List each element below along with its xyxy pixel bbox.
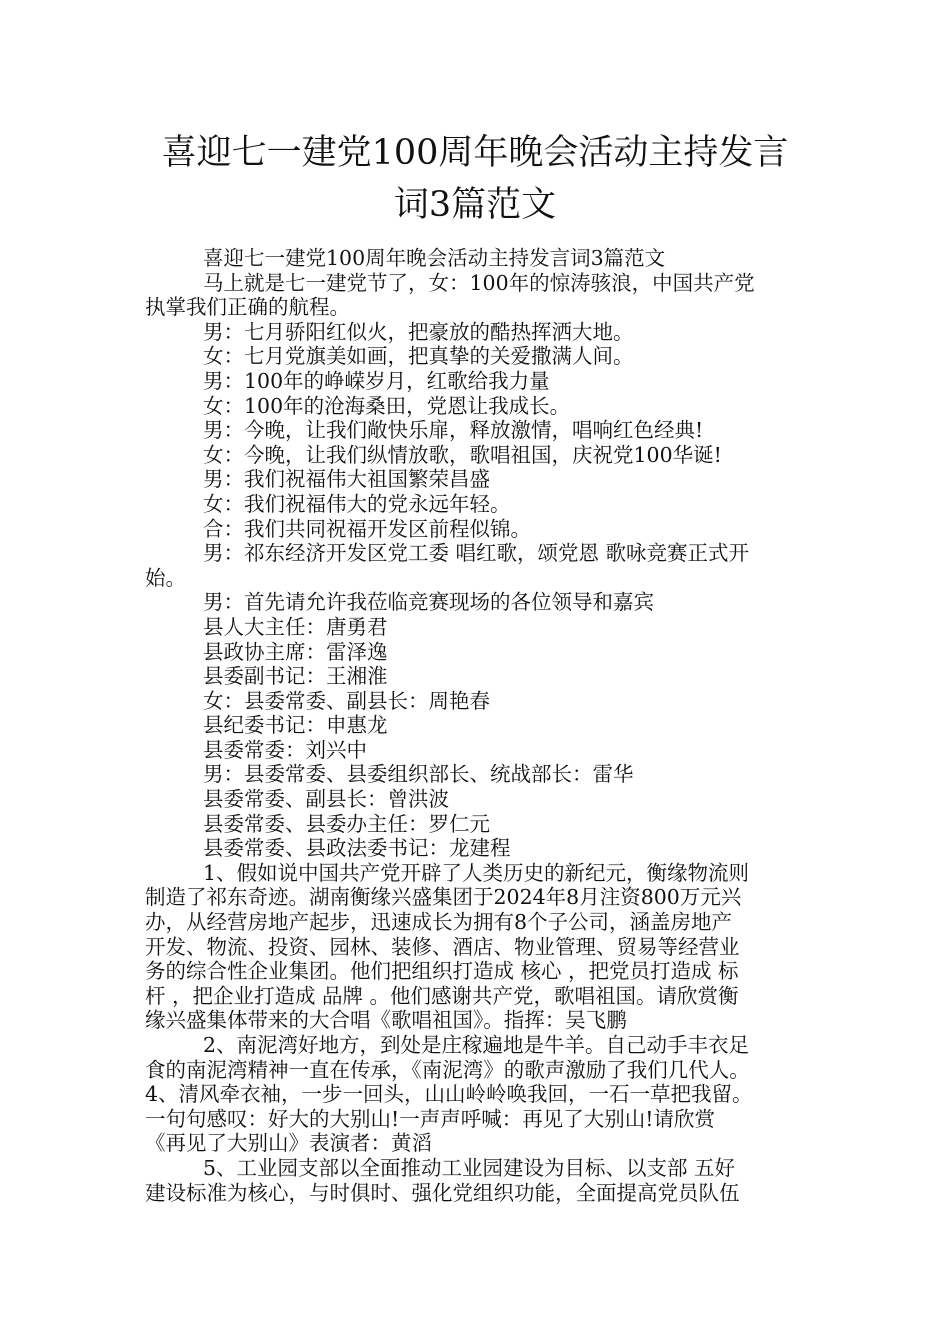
paragraph-line: 男：今晚，让我们敞快乐扉，释放激情，唱响红色经典! — [203, 418, 704, 443]
paragraph-line: 县委常委、副县长：曾洪波 — [203, 787, 449, 812]
document-title-line-1: 喜迎七一建党100周年晚会活动主持发言 — [161, 133, 789, 173]
paragraph-line: 杆 ，把企业打造成 品牌 。他们感谢共产党，歌唱祖国。请欣赏衡 — [145, 983, 739, 1008]
paragraph-line: 县政协主席：雷泽逸 — [203, 639, 388, 664]
paragraph-line: 始。 — [145, 565, 186, 590]
paragraph-line: 1、假如说中国共产党开辟了人类历史的新纪元，衡缘物流则 — [203, 860, 750, 885]
paragraph-line: 食的南泥湾精神一直在传承，《南泥湾》的歌声激励了我们几代人。 — [145, 1057, 750, 1082]
paragraph-line: 合：我们共同祝福开发区前程似锦。 — [203, 516, 531, 541]
paragraph-line: 开发、物流、投资、园林、装修、酒店、物业管理、贸易等经营业 — [145, 934, 740, 959]
paragraph-line: 马上就是七一建党节了，女：100年的惊涛骇浪，中国共产党 — [203, 270, 755, 295]
paragraph-line: 一句句感叹：好大的大别山!一声声呼喊：再见了大别山!请欣赏 — [145, 1106, 715, 1131]
paragraph-line: 喜迎七一建党100周年晚会活动主持发言词3篇范文 — [203, 246, 666, 270]
paragraph-line: 执掌我们正确的航程。 — [145, 295, 350, 320]
paragraph-line: 2、南泥湾好地方，到处是庄稼遍地是牛羊。自己动手丰衣足 — [203, 1033, 750, 1057]
paragraph-line: 县委常委：刘兴中 — [203, 737, 367, 762]
paragraph-line: 县委副书记：王湘淮 — [203, 664, 388, 689]
paragraph-line: 男：祁东经济开发区党工委 唱红歌，颂党恩 歌咏竞赛正式开 — [203, 541, 750, 566]
paragraph-line: 县人大主任：唐勇君 — [203, 614, 388, 639]
paragraph-line: 女：县委常委、副县长：周艳春 — [203, 688, 490, 713]
paragraph-line: 务的综合性企业集团。他们把组织打造成 核心 ，把党员打造成 标 — [145, 959, 739, 984]
paragraph-line: 5、工业园支部以全面推动工业园建设为目标、以支部 五好 — [203, 1155, 736, 1180]
document-title-line-2: 词3篇范文 — [393, 185, 557, 225]
paragraph-line: 男：七月骄阳红似火，把豪放的酷热挥洒大地。 — [203, 319, 634, 344]
paragraph-line: 建设标准为核心，与时俱时、强化党组织功能，全面提高党员队伍 — [145, 1180, 740, 1205]
paragraph-line: 《再见了大别山》表演者：黄滔 — [145, 1131, 432, 1156]
paragraph-line: 县委常委、县委办主任：罗仁元 — [203, 811, 490, 836]
paragraph-line: 男：县委常委、县委组织部长、统战部长：雷华 — [203, 762, 634, 787]
paragraph-line: 制造了祁东奇迹。湖南衡缘兴盛集团于2024年8月注资800万元兴 — [145, 885, 742, 910]
paragraph-line: 女：七月党旗美如画，把真挚的关爱撒满人间。 — [203, 344, 634, 369]
paragraph-line: 缘兴盛集体带来的大合唱《歌唱祖国》。指挥：吴飞鹏 — [145, 1008, 627, 1033]
paragraph-line: 女：今晚，让我们纵情放歌，歌唱祖国，庆祝党100华诞! — [203, 442, 722, 467]
paragraph-line: 办，从经营房地产起步，迅速成长为拥有8个子公司，涵盖房地产 — [145, 910, 733, 935]
paragraph-line: 县委常委、县政法委书记：龙建程 — [203, 836, 511, 861]
paragraph-line: 男：我们祝福伟大祖国繁荣昌盛 — [203, 467, 490, 492]
paragraph-line: 4、清风牵衣袖，一步一回头，山山岭岭唤我回，一石一草把我留。 — [145, 1082, 753, 1107]
paragraph-line: 男：100年的峥嵘岁月，红歌给我力量 — [203, 368, 550, 393]
paragraph-line: 女：100年的沧海桑田，党恩让我成长。 — [203, 393, 571, 418]
paragraph-line: 女：我们祝福伟大的党永远年轻。 — [203, 491, 511, 516]
paragraph-line: 男：首先请允许我莅临竞赛现场的各位领导和嘉宾 — [203, 590, 654, 615]
paragraph-line: 县纪委书记：申惠龙 — [203, 713, 388, 738]
document-body — [145, 246, 815, 1205]
